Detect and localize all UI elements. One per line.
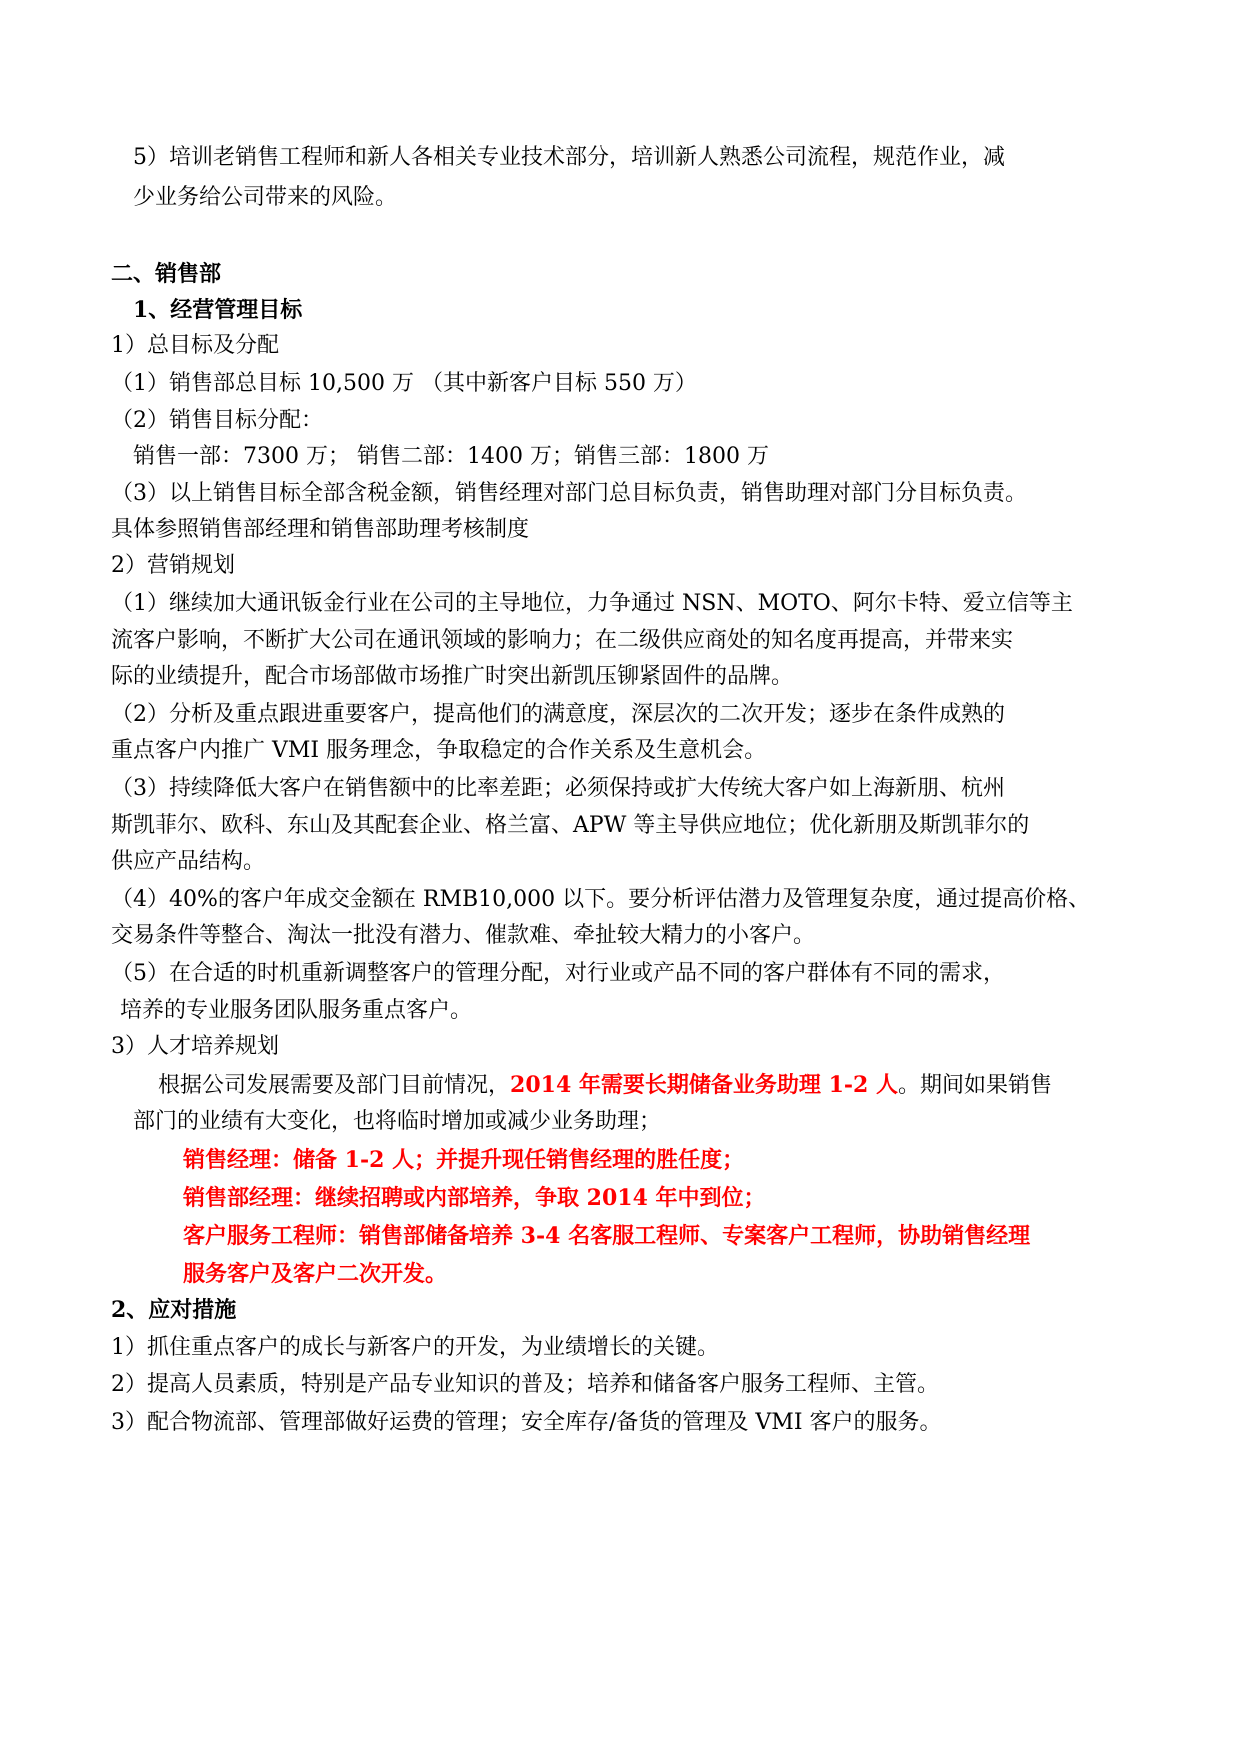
marketing-item-5-line-2: 培养的专业服务团队服务重点客户。: [120, 998, 473, 1023]
marketing-item-2-line-2: 重点客户内推广 VMI 服务理念，争取稳定的合作关系及生意机会。: [111, 738, 767, 763]
talent-plan-line-1-post: 。期间如果销售: [897, 1073, 1052, 1098]
total-target-item-2: （2）销售目标分配：: [111, 408, 323, 433]
sales-dept-manager-reserve: 销售部经理：继续招聘或内部培养，争取 2014 年中到位；: [183, 1185, 766, 1211]
talent-plan-line-1: [158, 1065, 1188, 1106]
item-5-line-1: 5）培训老销售工程师和新人各相关专业技术部分，培训新人熟悉公司流程，规范作业，减: [133, 145, 1006, 170]
subsection-heading-targets: 1、经营管理目标: [133, 297, 303, 323]
marketing-item-3-line-1: （3）持续降低大客户在销售额中的比率差距；必须保持或扩大传统大客户如上海新朋、杭州: [111, 776, 1006, 801]
marketing-item-3-line-3: 供应产品结构。: [111, 849, 266, 874]
total-target-item-3-line-2: 具体参照销售部经理和销售部助理考核制度: [111, 517, 530, 542]
marketing-plan-title: 2）营销规划: [111, 553, 235, 578]
measure-1: 1）抓住重点客户的成长与新客户的开发，为业绩增长的关键。: [111, 1335, 719, 1360]
measure-2: 2）提高人员素质，特别是产品专业知识的普及；培养和储备客户服务工程师、主管。: [111, 1372, 939, 1397]
item-5-line-2: 少业务给公司带来的风险。: [133, 185, 398, 210]
subsection-heading-measures: 2、应对措施: [111, 1297, 237, 1323]
sales-manager-reserve: 销售经理：储备 1-2 人；并提升现任销售经理的胜任度；: [183, 1147, 745, 1173]
marketing-item-3-line-2: 斯凯菲尔、欧科、东山及其配套企业、格兰富、APW 等主导供应地位；优化新朋及斯凯菲尔的: [111, 813, 1030, 838]
talent-plan-line-2: 部门的业绩有大变化，也将临时增加或减少业务助理；: [133, 1109, 662, 1134]
marketing-item-1-line-2: 流客户影响，不断扩大公司在通讯领域的影响力；在二级供应商处的知名度再提高，并带来实: [111, 628, 1014, 653]
marketing-item-5-line-1: （5）在合适的时机重新调整客户的管理分配，对行业或产品不同的客户群体有不同的需求，: [111, 961, 1006, 986]
target-allocation-detail: 销售一部：7300 万； 销售二部：1400 万；销售三部：1800 万: [133, 444, 769, 469]
total-target-item-1: （1）销售部总目标 10,500 万 （其中新客户目标 550 万）: [111, 371, 697, 396]
measure-3: 3）配合物流部、管理部做好运费的管理；安全库存/备货的管理及 VMI 客户的服务。: [111, 1410, 942, 1435]
customer-service-engineer-line-1: 客户服务工程师：销售部储备培养 3-4 名客服工程师、专案客户工程师，协助销售经理: [183, 1223, 1031, 1249]
talent-plan-highlight: 2014 年需要长期储备业务助理 1-2 人: [510, 1072, 898, 1098]
marketing-item-4-line-1: （4）40%的客户年成交金额在 RMB10,000 以下。要分析评估潜力及管理复杂度，通过提高价格、: [111, 887, 1091, 912]
marketing-item-1-line-1: （1）继续加大通讯钣金行业在公司的主导地位，力争通过 NSN、MOTO、阿尔卡特、爱立信等主: [111, 591, 1073, 616]
talent-plan-line-1-pre: 根据公司发展需要及部门目前情况，: [158, 1073, 511, 1098]
section-heading-sales: 二、销售部: [111, 261, 222, 287]
talent-plan-title: 3）人才培养规划: [111, 1034, 279, 1059]
marketing-item-4-line-2: 交易条件等整合、淘汰一批没有潜力、催款难、牵扯较大精力的小客户。: [111, 923, 816, 948]
total-target-item-3-line-1: （3）以上销售目标全部含税金额，销售经理对部门总目标负责，销售助理对部门分目标负责。: [111, 481, 1028, 506]
customer-service-engineer-line-2: 服务客户及客户二次开发。: [183, 1261, 448, 1287]
marketing-item-1-line-3: 际的业绩提升，配合市场部做市场推广时突出新凯压铆紧固件的品牌。: [111, 664, 794, 689]
marketing-item-2-line-1: （2）分析及重点跟进重要客户，提高他们的满意度，深层次的二次开发；逐步在条件成熟的: [111, 702, 1006, 727]
total-target-title: 1）总目标及分配: [111, 333, 279, 358]
